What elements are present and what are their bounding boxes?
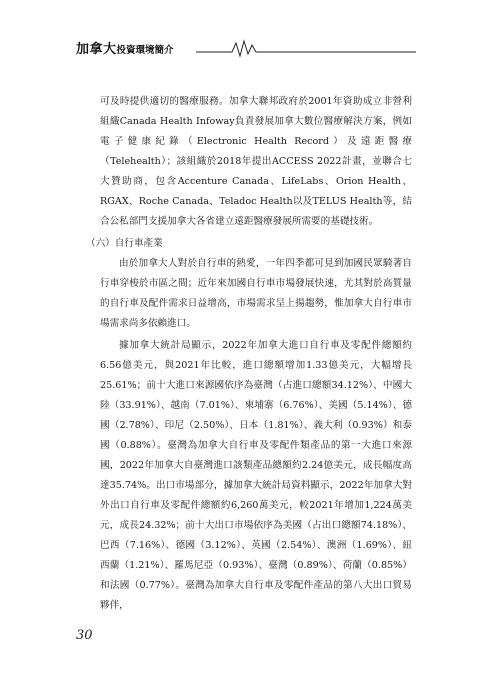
- header-wave-line: [196, 38, 416, 58]
- paragraph-bicycle-trade: 據加拿大統計局顯示，2022年加拿大進口自行車及零配件總額約6.56億美元，與2021年比較，進口總額增加1.33億美元，大幅增長25.61%；前十大進口來源國依序為臺灣（占進口總額34.12%）、中國大陸（33.91%）、越南（7.01%）、柬埔寨（6.76%）、美國（5.14%）、德國（2.78%）、印尼（2.50%）、日本（1.81%）、義大利（0.93%）和泰國（0.88%）。臺灣為加拿大自行車及零配件類產品的第一大進口來源國，2022年加拿大自臺灣進口該類產品總額約2.24億美元，成長幅度高達35.74%。出口市場部分，據加拿大統計局資料顯示，2022年加拿大對外出口自行車及零配件總額約6,260萬美元，較2021年增加1,224萬美元，成長24.32%；前十大出口市場依序為美國（占出口總額74.18%）、巴西（7.16%）、德國（3.12%）、英國（2.54%）、澳洲（1.69%）、紐西蘭（1.21%）、羅馬尼亞（0.93%）、臺灣（0.89%）、荷蘭（0.85%）和法國（0.77%）。臺灣為加拿大自行車及零配件產品的第八大出口貿易夥伴，: [100, 340, 412, 611]
- page-number: 30: [76, 628, 93, 643]
- paragraph-telehealth: 可及時提供適切的醫療服務。加拿大聯邦政府於2001年資助成立非營利組織Canada Health Infoway負責發展加拿大數位醫療解決方案，例如電子健康紀錄（Electronic Health Record）及遠距醫療（Telehealth）；該組織於2018年提出ACCESS 2022計畫，並聯合七大贊助商，包含Accenture Canada、LifeLabs、Orion Health、RGAX、Roche Canada、Teladoc Health以及TELUS Health等，結合公私部門支援加拿大各省建立遠距醫療發展所需要的基礎技術。: [100, 96, 412, 227]
- section-heading: （六）自行車產業: [86, 238, 163, 249]
- header-title-sub: 投資環境簡介: [116, 45, 174, 56]
- paragraph-bicycle-intro: 由於加拿大人對於自行車的熱愛，一年四季都可見到加國民眾騎著自行車穿梭於市區之間；近年來加國自行車市場發展快速，尤其對於高質量的自行車及配件需求日益增高，市場需求呈上揚趨勢，惟加拿大自行車市場需求尚多依賴進口。: [100, 258, 412, 329]
- header-title: [76, 38, 174, 57]
- running-header: [76, 36, 416, 60]
- page-body: [86, 92, 412, 616]
- header-title-main: 加拿大: [76, 42, 117, 57]
